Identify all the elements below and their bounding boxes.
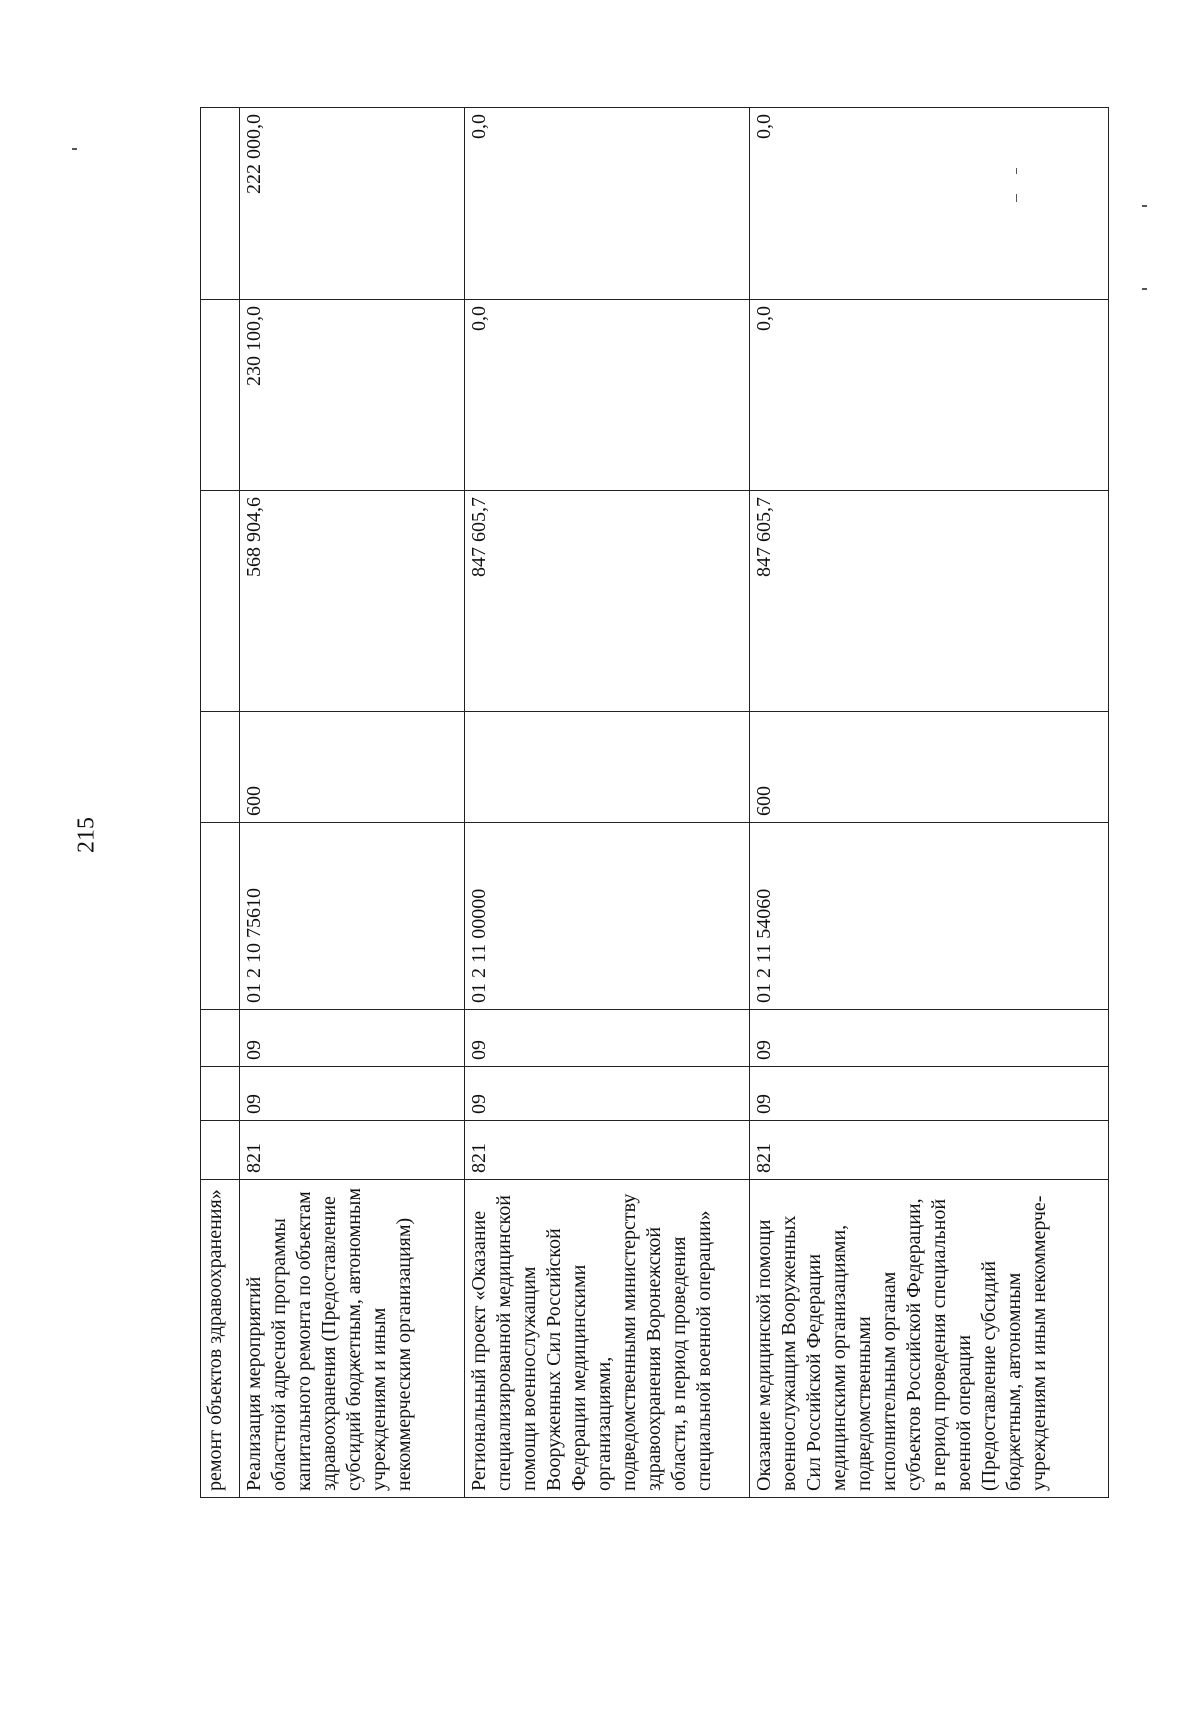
cell-rz-empty	[201, 1067, 240, 1121]
cell-pr: 09	[465, 1010, 750, 1067]
table-row-header	[201, 108, 240, 1498]
scan-speck	[1142, 288, 1147, 290]
cell-gr-empty	[201, 1121, 240, 1180]
cell-csr-empty	[201, 823, 240, 1010]
cell-amount-2026: 0,0	[750, 108, 1109, 300]
cell-name: Оказание медицинской помощи военнослужащим Вооруженных Сил Российской Федерации медицинскими организациями, подведомственными исполнительным органам субъектов Российской Федерации, в период проведения специальной военной операции (Предоставление субсидий бюджетным, автономным учреждениям и иным некоммерче-	[750, 1180, 1109, 1498]
cell-amount-2025: 0,0	[750, 300, 1109, 491]
cell-amount-2026: 222 000,0	[240, 108, 465, 300]
cell-name: Реализация мероприятий областной адресной программы капитального ремонта по объектам здравоохранения (Предоставление субсидий бюджетным, автономным учреждениям и иным некоммерческим организациям)	[240, 1180, 465, 1498]
cell-2025-empty	[201, 300, 240, 491]
table-row	[750, 108, 1109, 1498]
table-row	[240, 108, 465, 1498]
cell-2026-empty	[201, 108, 240, 300]
cell-vr: 600	[240, 712, 465, 823]
cell-rz: 09	[750, 1067, 1109, 1121]
page-number: 215	[73, 817, 100, 853]
cell-name: ремонт объектов здравоохранения»	[201, 1180, 240, 1498]
cell-rz: 09	[240, 1067, 465, 1121]
cell-csr: 01 2 10 75610	[240, 823, 465, 1010]
cell-pr: 09	[240, 1010, 465, 1067]
cell-amount-2025: 0,0	[465, 300, 750, 491]
table-frame	[200, 108, 1200, 1491]
cell-gr: 821	[240, 1121, 465, 1180]
cell-pr-empty	[201, 1010, 240, 1067]
cell-amount-2025: 230 100,0	[240, 300, 465, 491]
cell-csr: 01 2 11 54060	[750, 823, 1109, 1010]
scan-speck	[1142, 205, 1147, 207]
cell-vr-empty	[201, 712, 240, 823]
cell-amount-2024: 847 605,7	[750, 491, 1109, 712]
scan-speck	[1016, 194, 1017, 202]
rotated-sheet	[200, 108, 1100, 1498]
cell-amount-2024: 568 904,6	[240, 491, 465, 712]
table-row	[465, 108, 750, 1498]
cell-amount-2024: 847 605,7	[465, 491, 750, 712]
budget-table	[200, 107, 1109, 1498]
cell-gr: 821	[750, 1121, 1109, 1180]
cell-2024-empty	[201, 491, 240, 712]
scan-speck	[1016, 168, 1017, 174]
cell-vr: 600	[750, 712, 1109, 823]
cell-rz: 09	[465, 1067, 750, 1121]
scan-speck	[72, 148, 77, 150]
cell-gr: 821	[465, 1121, 750, 1180]
cell-name: Региональный проект «Оказание специализированной медицинской помощи военнослужащим Вооруженных Сил Российской Федерации медицинскими организациями, подведомственными министерству здравоохранения Воронежской области, в период проведения специальной военной операции»	[465, 1180, 750, 1498]
cell-csr: 01 2 11 00000	[465, 823, 750, 1010]
cell-vr	[465, 712, 750, 823]
cell-amount-2026: 0,0	[465, 108, 750, 300]
cell-pr: 09	[750, 1010, 1109, 1067]
